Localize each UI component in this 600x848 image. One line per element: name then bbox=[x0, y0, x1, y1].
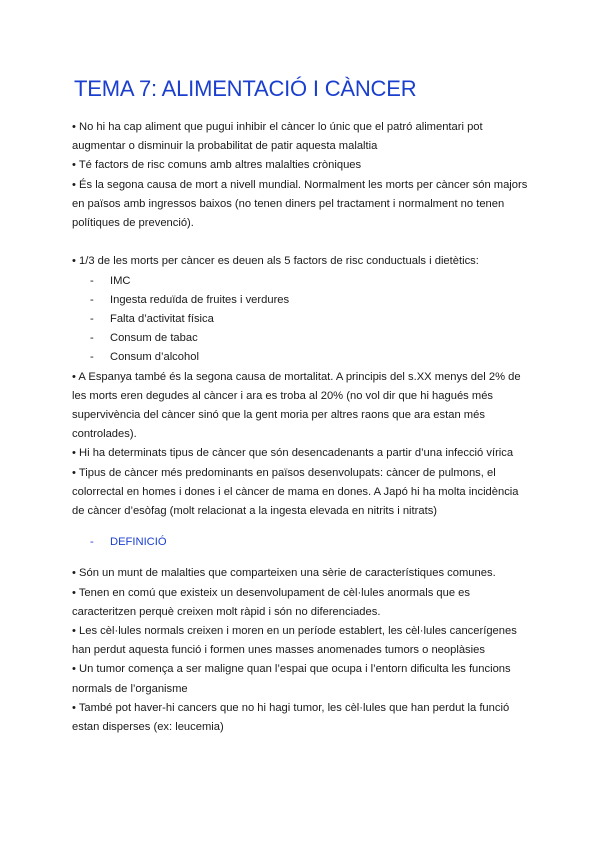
mortality-section bbox=[72, 368, 532, 522]
bullet-paragraph bbox=[72, 699, 532, 737]
page-title: TEMA 7: ALIMENTACIÓ I CÀNCER bbox=[74, 76, 417, 101]
intro-section bbox=[72, 118, 532, 233]
bullet-line: controlades). bbox=[72, 428, 137, 441]
bullet-paragraph bbox=[72, 584, 532, 622]
risk-factor-label: IMC bbox=[110, 274, 131, 287]
dash-marker: - bbox=[90, 313, 94, 326]
bullet-line: • També pot haver-hi cancers que no hi hagi tumor, les cèl·lules que han perdut la funció bbox=[72, 701, 510, 714]
bullet-line: • És la segona causa de mort a nivell mundial. Normalment les morts per càncer són majors bbox=[72, 178, 528, 191]
bullet-line: estan disperses (ex: leucemia) bbox=[72, 721, 224, 734]
dash-marker: - bbox=[90, 351, 94, 364]
bullet-line: • 1/3 de les morts per càncer es deuen als 5 factors de risc conductuals i dietètics: bbox=[72, 255, 479, 268]
bullet-line: en països amb ingressos baixos (no tenen diners pel tractament i normalment no tenen bbox=[72, 197, 505, 210]
bullet-paragraph bbox=[72, 564, 532, 583]
bullet-paragraph bbox=[72, 156, 532, 175]
bullet-paragraph bbox=[72, 660, 532, 698]
bullet-line: • Un tumor comença a ser maligne quan l’espai que ocupa i l’entorn dificulta les funcions bbox=[72, 663, 511, 676]
paragraph-gap bbox=[72, 521, 532, 533]
risk-factor-label: Consum de tabac bbox=[110, 332, 198, 345]
risk-factor-item bbox=[72, 329, 532, 348]
bullet-line: • Hi ha determinats tipus de càncer que són desencadenants a partir d’una infecció vírica bbox=[72, 447, 514, 460]
risk-factor-item bbox=[72, 310, 532, 329]
risk-factors-list bbox=[72, 272, 532, 368]
bullet-line: les morts eren degudes al càncer i ara es troba al 20% (no vol dir que hi hagués més bbox=[72, 389, 494, 402]
risk-factor-item bbox=[72, 348, 532, 367]
bullet-paragraph bbox=[72, 368, 532, 445]
definition-heading-text: DEFINICIÓ bbox=[110, 536, 167, 549]
bullet-paragraph bbox=[72, 444, 532, 463]
bullet-line: • Té factors de risc comuns amb altres malalties cròniques bbox=[72, 159, 362, 172]
bullet-paragraph bbox=[72, 118, 532, 156]
dash-marker: - bbox=[90, 536, 94, 549]
bullet-line: • A Espanya també és la segona causa de mortalitat. A principis del s.XX menys del 2% de bbox=[72, 370, 521, 383]
bullet-line: colorrectal en homes i dones i el càncer de mama en dones. A Japó hi ha molta incidència bbox=[72, 485, 519, 498]
paragraph-gap bbox=[72, 552, 532, 564]
definition-bullets bbox=[72, 564, 532, 737]
dash-marker: - bbox=[90, 293, 94, 306]
risk-factor-label: Falta d’activitat física bbox=[110, 313, 214, 326]
bullet-line: • Són un munt de malalties que comparteixen una sèrie de característiques comunes. bbox=[72, 567, 496, 580]
bullet-paragraph bbox=[72, 176, 532, 234]
bullet-line: augmentar o disminuir la probabilitat de patir aquesta malaltia bbox=[72, 140, 378, 153]
definition-section bbox=[72, 533, 532, 737]
bullet-line: de càncer d’esòfag (molt relacionat a la ingesta elevada en nitrits i nitrats) bbox=[72, 505, 438, 518]
risk-factor-label: Ingesta reduïda de fruites i verdures bbox=[110, 293, 290, 306]
risk-factor-item bbox=[72, 291, 532, 310]
bullet-line: normals de l’organisme bbox=[72, 682, 188, 695]
paragraph-gap bbox=[72, 233, 532, 252]
bullet-line: • No hi ha cap aliment que pugui inhibir el càncer lo únic que el patró alimentari pot bbox=[72, 121, 483, 133]
bullet-line: • Tipus de càncer més predominants en països desenvolupats: càncer de pulmons, el bbox=[72, 466, 496, 479]
bullet-line: caracteritzen perquè creixen molt ràpid i són no diferenciades. bbox=[72, 605, 381, 618]
risk-factors-section bbox=[72, 252, 532, 367]
risk-factors-lead bbox=[72, 252, 532, 271]
bullet-paragraph bbox=[72, 464, 532, 522]
risk-factor-item bbox=[72, 272, 532, 291]
dash-marker: - bbox=[90, 274, 94, 287]
bullet-line: • Tenen en comú que existeix un desenvolupament de cèl·lules anormals que es bbox=[72, 586, 471, 599]
bullet-line: polítiques de prevenció). bbox=[72, 217, 194, 230]
definition-heading bbox=[72, 533, 532, 552]
risk-factor-label: Consum d’alcohol bbox=[110, 351, 199, 364]
bullet-paragraph bbox=[72, 622, 532, 660]
bullet-line: • Les cèl·lules normals creixen i moren en un període establert, les cèl·lules cancerígenes bbox=[72, 625, 517, 638]
dash-marker: - bbox=[90, 332, 94, 345]
bullet-line: han perdut aquesta funció i formen unes masses anomenades tumors o neoplàsies bbox=[72, 644, 485, 657]
bullet-line: supervivència del càncer sinó que la gent moria per altres raons que ara estan més bbox=[72, 409, 485, 422]
document-body bbox=[72, 118, 532, 737]
